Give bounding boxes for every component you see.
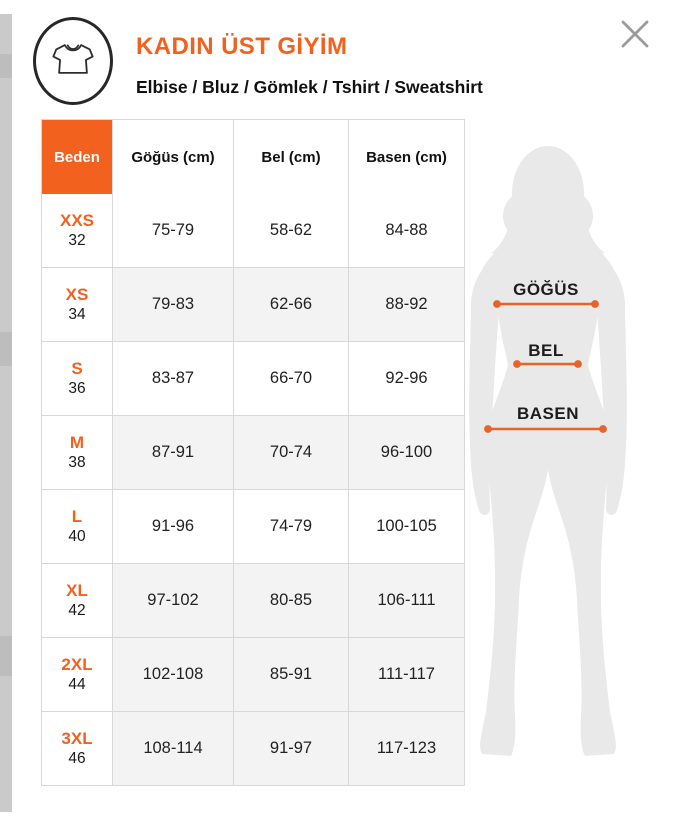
- hip-value: 100-105: [349, 490, 465, 564]
- size-number: 34: [68, 306, 86, 324]
- background-page-content: [0, 332, 12, 366]
- modal-title: KADIN ÜST GİYİM: [136, 33, 348, 60]
- chest-value: 87-91: [113, 416, 234, 490]
- column-header-size: Beden: [42, 120, 113, 196]
- size-label: XS: [65, 285, 89, 305]
- background-page-content: [0, 636, 12, 676]
- column-header-waist: Bel (cm): [234, 120, 349, 196]
- column-header-chest: Göğüs (cm): [113, 120, 234, 196]
- size-label: 2XL: [61, 655, 93, 675]
- tshirt-icon: [50, 36, 96, 87]
- hip-value: 84-88: [349, 194, 465, 268]
- waist-value: 70-74: [234, 416, 349, 490]
- waist-value: 91-97: [234, 712, 349, 786]
- chest-value: 102-108: [113, 638, 234, 712]
- close-button[interactable]: [615, 16, 655, 56]
- size-label: S: [71, 359, 83, 379]
- column-header-hip: Basen (cm): [349, 120, 465, 196]
- size-cell: [42, 490, 113, 564]
- size-number: 32: [68, 232, 86, 250]
- size-number: 38: [68, 454, 86, 472]
- size-number: 44: [68, 676, 86, 694]
- size-label: XL: [66, 581, 88, 601]
- chest-value: 97-102: [113, 564, 234, 638]
- hip-value: 96-100: [349, 416, 465, 490]
- size-cell: [42, 564, 113, 638]
- background-page-edge: [0, 14, 12, 812]
- size-cell: [42, 638, 113, 712]
- waist-value: 66-70: [234, 342, 349, 416]
- waist-value: 74-79: [234, 490, 349, 564]
- body-measurement-diagram: [465, 120, 679, 820]
- chest-value: 79-83: [113, 268, 234, 342]
- size-cell: [42, 416, 113, 490]
- waist-value: 62-66: [234, 268, 349, 342]
- hip-value: 92-96: [349, 342, 465, 416]
- garment-category-badge: [33, 17, 113, 105]
- chest-value: 83-87: [113, 342, 234, 416]
- hip-value: 88-92: [349, 268, 465, 342]
- size-cell: [42, 194, 113, 268]
- size-cell: [42, 712, 113, 786]
- size-cell: [42, 342, 113, 416]
- close-icon: [618, 17, 652, 56]
- size-label: XXS: [59, 211, 95, 231]
- size-label: L: [71, 507, 83, 527]
- chest-value: 108-114: [113, 712, 234, 786]
- size-table: [41, 119, 465, 786]
- chest-measure-label: GÖĞÜS: [513, 280, 579, 299]
- size-label: M: [69, 433, 85, 453]
- hip-value: 117-123: [349, 712, 465, 786]
- size-number: 46: [68, 750, 86, 768]
- waist-value: 85-91: [234, 638, 349, 712]
- waist-measure-label: BEL: [528, 341, 564, 360]
- background-page-content: [0, 54, 12, 78]
- chest-value: 91-96: [113, 490, 234, 564]
- waist-value: 58-62: [234, 194, 349, 268]
- female-silhouette: [469, 146, 627, 756]
- hip-value: 106-111: [349, 564, 465, 638]
- size-cell: [42, 268, 113, 342]
- size-number: 42: [68, 602, 86, 620]
- size-label: 3XL: [61, 729, 93, 749]
- size-number: 36: [68, 380, 86, 398]
- chest-value: 75-79: [113, 194, 234, 268]
- waist-value: 80-85: [234, 564, 349, 638]
- hip-measure-label: BASEN: [516, 404, 580, 423]
- hip-value: 111-117: [349, 638, 465, 712]
- size-number: 40: [68, 528, 86, 546]
- modal-subtitle: Elbise / Bluz / Gömlek / Tshirt / Sweatshirt: [136, 77, 483, 97]
